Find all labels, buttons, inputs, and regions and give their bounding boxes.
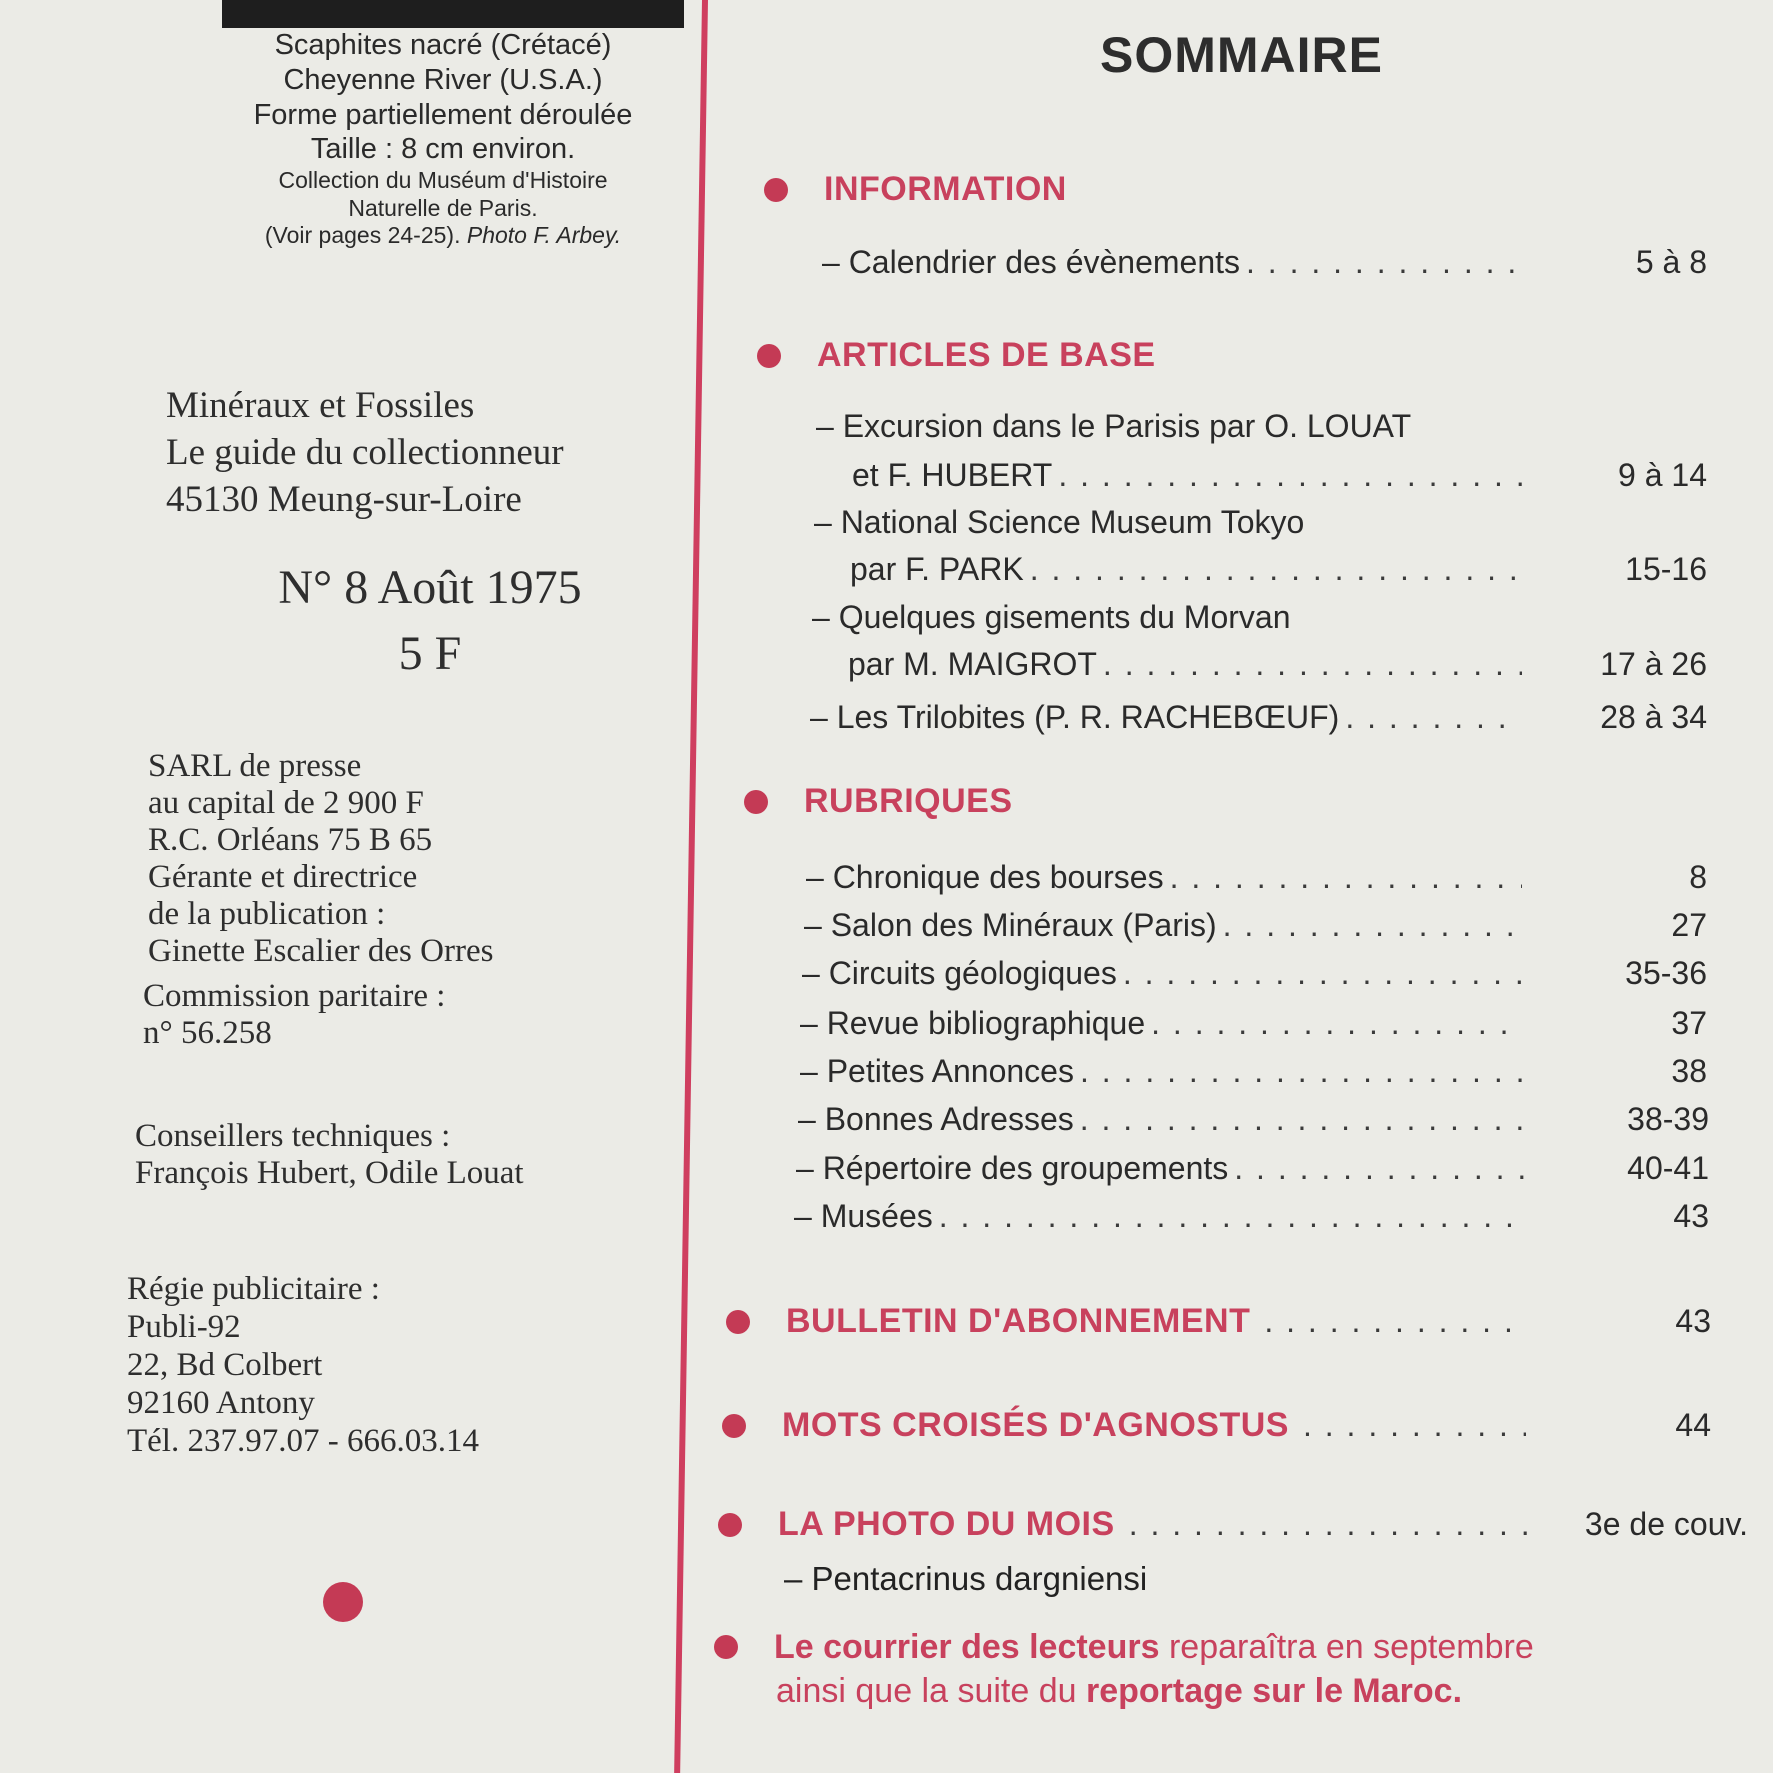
section-label: ARTICLES DE BASE <box>817 336 1156 374</box>
caption-line <box>170 222 716 250</box>
advisors-names: François Hubert, Odile Louat <box>135 1155 524 1191</box>
entry-title: – Salon des Minéraux (Paris) <box>804 907 1217 943</box>
advisors-label: Conseillers techniques : <box>135 1118 451 1154</box>
leader-dots <box>1129 1506 1538 1543</box>
cover-photo-edge <box>222 0 684 28</box>
caption-ref: (Voir pages 24-25). <box>264 222 461 249</box>
caption-line: Cheyenne River (U.S.A.) <box>283 63 603 96</box>
leader-dots <box>1264 1303 1526 1340</box>
leader-dots <box>1080 1099 1524 1139</box>
leader-dots <box>1080 1051 1522 1091</box>
publication-info <box>166 382 564 523</box>
entry-page: 27 <box>1671 907 1707 943</box>
entry-title: – Musées <box>794 1198 933 1234</box>
entry-title-line1: – Excursion dans le Parisis par O. LOUAT <box>816 408 1412 444</box>
note-line-1 <box>714 1625 1759 1669</box>
commission-label: Commission paritaire : <box>143 978 446 1014</box>
toc-entry <box>794 1196 1709 1236</box>
bullet-icon <box>726 1310 750 1334</box>
entry-page: 43 <box>1675 1303 1711 1339</box>
leader-dots <box>1246 242 1522 282</box>
entry-title: – Circuits géologiques <box>802 955 1117 991</box>
entry-title: et F. HUBERT <box>852 457 1053 493</box>
section-label: INFORMATION <box>824 170 1067 208</box>
entry-title: par M. MAIGROT <box>848 646 1097 682</box>
entry-page: 38 <box>1671 1053 1707 1089</box>
column-divider <box>674 0 708 1773</box>
issue-info <box>230 555 630 687</box>
section-information <box>764 170 1067 209</box>
decorative-dot <box>323 1582 363 1622</box>
entry-title: – Petites Annonces <box>800 1053 1074 1089</box>
legal-info <box>148 748 493 970</box>
caption-photo-credit: Photo F. Arbey. <box>466 222 622 249</box>
note-text: reparaîtra en septembre <box>1168 1628 1534 1666</box>
section-label: RUBRIQUES <box>804 782 1013 820</box>
section-rubriques <box>744 782 1013 821</box>
toc-entry <box>822 242 1707 282</box>
caption-line: Taille : 8 cm environ. <box>310 133 576 166</box>
leader-dots <box>1103 644 1522 684</box>
entry-page: 15-16 <box>1625 551 1707 587</box>
bullet-icon <box>718 1513 742 1537</box>
legal-line: SARL de presse <box>148 748 362 784</box>
caption-line: Collection du Muséum d'Histoire <box>278 167 608 194</box>
entry-page: 8 <box>1689 859 1707 895</box>
section-bulletin <box>726 1302 1711 1341</box>
toc-entry <box>848 644 1707 684</box>
cover-caption <box>170 28 716 250</box>
entry-page: 37 <box>1671 1005 1707 1041</box>
leader-dots <box>1223 905 1522 945</box>
entry-title: par F. PARK <box>850 551 1024 587</box>
toc-entry <box>810 697 1707 737</box>
legal-line: de la publication : <box>148 896 386 932</box>
leader-dots <box>1058 455 1522 495</box>
legal-line: Ginette Escalier des Orres <box>148 933 494 969</box>
regie-line: Publi-92 <box>127 1309 241 1345</box>
entry-title-line1: – Quelques gisements du Morvan <box>812 599 1291 635</box>
publication-name: Minéraux et Fossiles <box>166 385 475 426</box>
entry-page: 9 à 14 <box>1618 457 1707 493</box>
entry-page: 28 à 34 <box>1600 699 1707 735</box>
entry-title: – Les Trilobites (P. R. RACHEBŒUF) <box>810 699 1340 735</box>
note-bold-text: Le courrier des lecteurs <box>774 1628 1160 1666</box>
toc-entry <box>800 1003 1707 1043</box>
issue-number: N° 8 Août 1975 <box>278 561 582 614</box>
entry-title: – Bonnes Adresses <box>798 1101 1074 1137</box>
leader-dots <box>1345 697 1522 737</box>
advertising-agency <box>127 1270 479 1460</box>
bullet-icon <box>722 1414 746 1438</box>
entry-page: 5 à 8 <box>1635 244 1707 280</box>
toc-entry <box>802 953 1707 993</box>
bullet-icon <box>757 344 781 368</box>
entry-page: 40-41 <box>1627 1150 1709 1186</box>
entry-page: 17 à 26 <box>1600 646 1707 682</box>
readers-note <box>714 1625 1759 1713</box>
entry-page: 43 <box>1673 1198 1709 1234</box>
regie-line: Régie publicitaire : <box>127 1271 380 1307</box>
entry-page: 44 <box>1675 1407 1711 1443</box>
section-mots-croises <box>722 1406 1711 1445</box>
section-label: MOTS CROISÉS D'AGNOSTUS <box>782 1406 1289 1444</box>
section-label: BULLETIN D'ABONNEMENT <box>786 1302 1251 1340</box>
leader-dots <box>1234 1148 1524 1188</box>
entry-page: 3e de couv. <box>1584 1506 1748 1542</box>
leader-dots <box>1151 1003 1522 1043</box>
publication-address: 45130 Meung-sur-Loire <box>166 479 522 520</box>
leader-dots <box>1123 953 1522 993</box>
bullet-icon <box>744 790 768 814</box>
toc-entry <box>798 1099 1709 1139</box>
toc-entry <box>796 1148 1709 1188</box>
entry-title: – Chronique des bourses <box>806 859 1164 895</box>
legal-line: Gérante et directrice <box>148 859 418 895</box>
technical-advisors <box>135 1118 524 1192</box>
leader-dots <box>1170 857 1522 897</box>
toc-entry <box>804 905 1707 945</box>
caption-line: Scaphites nacré (Crétacé) <box>274 29 612 61</box>
section-label: LA PHOTO DU MOIS <box>778 1505 1115 1543</box>
note-line-2 <box>714 1669 1759 1713</box>
entry-title: – Répertoire des groupements <box>796 1150 1229 1186</box>
toc-entry <box>852 455 1707 495</box>
toc-entry <box>800 1051 1707 1091</box>
legal-line: R.C. Orléans 75 B 65 <box>148 822 433 858</box>
section-photo-du-mois <box>718 1505 1748 1544</box>
regie-line: 92160 Antony <box>127 1385 315 1421</box>
note-text: ainsi que la suite du <box>776 1672 1077 1710</box>
caption-line: Forme partiellement déroulée <box>253 98 633 131</box>
note-bold-text: reportage sur le Maroc. <box>1086 1672 1463 1710</box>
photo-subject: – Pentacrinus dargniensi <box>784 1560 1148 1597</box>
contents-title: SOMMAIRE <box>1100 27 1383 83</box>
toc-entry <box>806 857 1707 897</box>
commission-number: n° 56.258 <box>143 1015 272 1051</box>
leader-dots <box>939 1196 1524 1236</box>
regie-line: Tél. 237.97.07 - 666.03.14 <box>127 1423 479 1459</box>
caption-line: Naturelle de Paris. <box>348 194 538 221</box>
bullet-icon <box>764 178 788 202</box>
entry-title-line1: – National Science Museum Tokyo <box>814 504 1305 540</box>
leader-dots <box>1030 549 1522 589</box>
issue-price: 5 F <box>398 627 462 680</box>
section-articles <box>757 336 1156 375</box>
commission-info <box>143 978 445 1052</box>
legal-line: au capital de 2 900 F <box>148 785 424 821</box>
bullet-icon <box>714 1635 738 1659</box>
leader-dots <box>1303 1407 1526 1444</box>
entry-page: 38-39 <box>1627 1101 1709 1137</box>
entry-page: 35-36 <box>1625 955 1707 991</box>
publication-subtitle: Le guide du collectionneur <box>166 432 564 473</box>
regie-line: 22, Bd Colbert <box>127 1347 323 1383</box>
entry-title: – Calendrier des évènements <box>822 244 1241 280</box>
toc-entry <box>850 549 1707 589</box>
entry-title: – Revue bibliographique <box>800 1005 1146 1041</box>
